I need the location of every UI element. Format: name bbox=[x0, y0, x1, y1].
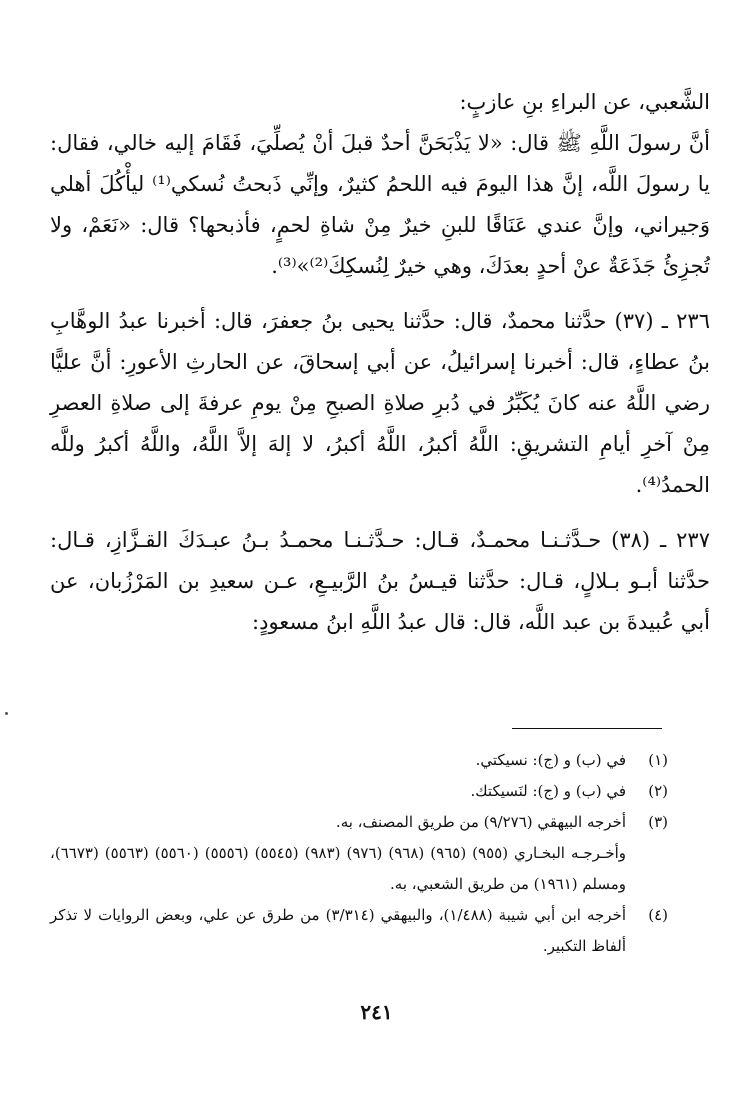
footnote-number: (٣) bbox=[648, 813, 668, 831]
hadith-text: أنَّ رسولَ اللَّهِ ﷺ قال: «لا يَذْبَحَنَّ أحدٌ قبلَ أنْ يُصلِّيَ، فَقَامَ إليه خالي، فقال: يا رسولَ اللَّه، إنَّ هذا اليومَ فيه اللحمُ كثيرٌ، وإنِّي ذَبحتُ نُسكي⁽¹⁾ ليأْكُلَ أهلي وَجيراني، وإنَّ عندي عَنَاقًا للبنِ خيرٌ مِنْ شاةِ لحمٍ، فأذبحها؟ قال: «نَعَمْ، ولا تُجزِئُ جَذَعَةٌ عنْ أحدٍ بعدَكَ، وهي خيرٌ لِنُسكِكَ⁽²⁾»⁽³⁾. bbox=[50, 131, 710, 278]
footnote-number: (٢) bbox=[648, 782, 668, 800]
footnote-text: في (ب) و (ج): لنَسيكتك. bbox=[470, 782, 626, 800]
page-number: ٢٤١ bbox=[360, 1000, 393, 1024]
footnote bbox=[50, 745, 668, 776]
footnote bbox=[50, 776, 668, 807]
footnote-continuation: وأخـرجـه البخـاري (٩٥٥) (٩٦٥) (٩٦٨) (٩٧٦) (٩٨٣) (٥٥٤٥) (٥٥٥٦) (٥٥٦٠) (٥٥٦٣) (٦٦٧٣)، ومسلم (١٩٦١) من طريق الشعبي، به. bbox=[50, 844, 627, 893]
main-text bbox=[50, 82, 710, 643]
footnote bbox=[50, 807, 668, 838]
footnotes bbox=[50, 745, 668, 962]
footnote-separator bbox=[512, 728, 662, 729]
footnote-text: أخرجه ابن أبي شيبة (١/٤٨٨)، والبيهقي (٣/٣١٤) من طرق عن علي، وبعض الروايات لا تذكر ألفاظ التكبير. bbox=[50, 906, 626, 955]
footnote-text: أخرجه البيهقي (٩/٢٧٦) من طريق المصنف، به. bbox=[335, 813, 626, 831]
isnad-line: الشَّعبي، عن البراءِ بنِ عازبٍ: bbox=[459, 90, 710, 114]
footnote bbox=[50, 900, 668, 962]
footnote-number: (١) bbox=[648, 751, 668, 769]
scan-mark bbox=[5, 712, 8, 715]
hadith-236: ٢٣٦ ـ (٣٧) حدَّثنا محمدٌ، قال: حدَّثنا يحيى بنُ جعفرَ، قال: أخبرنا عبدُ الوهَّابِ بنُ عطاءٍ، قال: أخبرنا إسرائيلُ، عن أبي إسحاقَ، عن الحارثِ الأعورِ: أنَّ عليًّا رضي اللَّهُ عنه كانَ يُكَبِّرُ في دُبرِ صلاةِ الصبحِ مِنْ يومِ عرفةَ إلى صلاةِ العصرِ مِنْ آخرِ أيامِ التشريقِ: اللَّهُ أكبرُ، اللَّهُ أكبرُ، لا إلهَ إلاَّ اللَّهُ، واللَّهُ أكبرُ وللَّه الحمدُ⁽⁴⁾. bbox=[50, 309, 710, 497]
hadith-237: ٢٣٧ ـ (٣٨) حـدَّثـنـا محمـدٌ، قـال: حـدَّثـنـا محمـدُ بـنُ عبـدَكَ القـزَّازِ، قـال: حدَّثنا أبـو بـلالٍ، قـال: حدَّثنا قيـسُ بنُ الرَّبيـعِ، عـن سعيدِ بن المَرْزُبان، عن أبي عُبيدةَ بن عبد اللَّه، قال: قال عبدُ اللَّهِ ابنُ مسعودٍ: bbox=[50, 528, 710, 634]
footnote-text: في (ب) و (ج): نسيكتي. bbox=[475, 751, 626, 769]
footnote-number: (٤) bbox=[648, 906, 668, 924]
